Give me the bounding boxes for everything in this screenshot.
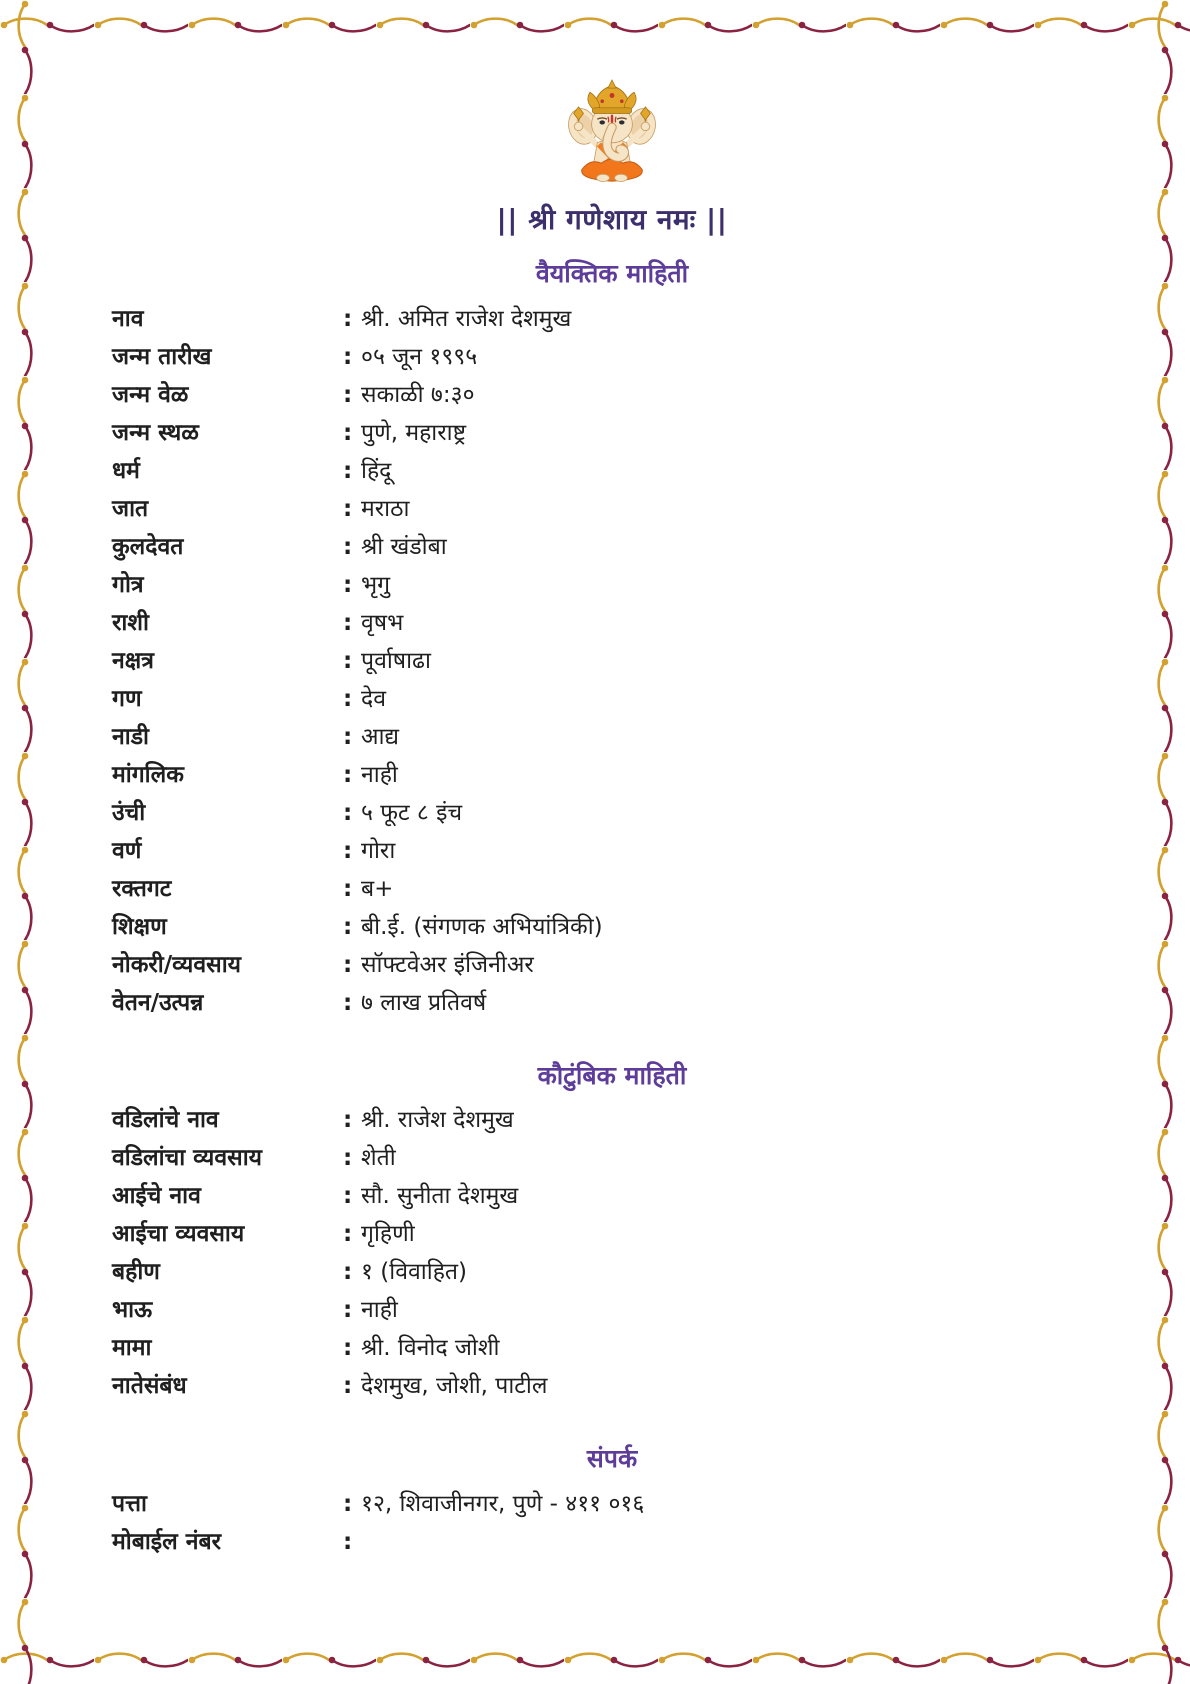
- field-label: वेतन/उत्पन्न: [112, 989, 204, 1016]
- field-value: १ (विवाहित): [361, 1259, 467, 1286]
- colon-separator: :: [343, 723, 353, 750]
- field-label: नोकरी/व्यवसाय: [112, 951, 241, 978]
- colon-separator: :: [343, 1107, 353, 1134]
- field-label: गण: [112, 685, 142, 712]
- info-row: [112, 794, 1112, 832]
- field-value: सौ. सुनीता देशमुख: [361, 1183, 519, 1210]
- field-value: सकाळी ७:३०: [361, 381, 475, 408]
- sections: [112, 258, 1112, 1561]
- field-label: बहीण: [112, 1259, 160, 1286]
- info-row: [112, 1215, 1112, 1253]
- field-label: नाव: [112, 305, 144, 332]
- info-row: [112, 680, 1112, 718]
- border-bottom-garland: [0, 1649, 1190, 1671]
- colon-separator: :: [343, 609, 353, 636]
- field-value: पूर्वाषाढा: [361, 647, 431, 674]
- field-label: वडिलांचा व्यवसाय: [112, 1145, 263, 1172]
- info-row: [112, 756, 1112, 794]
- info-row: [112, 414, 1112, 452]
- info-row: [112, 1291, 1112, 1329]
- colon-separator: :: [343, 533, 353, 560]
- section-title: कौटुंबिक माहिती: [537, 1060, 687, 1090]
- colon-separator: :: [343, 495, 353, 522]
- info-row: [112, 376, 1112, 414]
- info-row: [112, 338, 1112, 376]
- field-value: भृगु: [361, 571, 391, 598]
- colon-separator: :: [343, 571, 353, 598]
- field-value: देशमुख, जोशी, पाटील: [361, 1373, 548, 1400]
- field-label: वडिलांचे नाव: [112, 1107, 219, 1134]
- section-title: संपर्क: [586, 1444, 638, 1474]
- field-value: हिंदू: [361, 457, 392, 484]
- colon-separator: :: [343, 1528, 353, 1555]
- field-label: गोत्र: [112, 571, 144, 598]
- colon-separator: :: [343, 647, 353, 674]
- field-label: भाऊ: [112, 1297, 153, 1324]
- info-row: [112, 832, 1112, 870]
- info-row: [112, 718, 1112, 756]
- field-label: वर्ण: [112, 837, 142, 864]
- field-label: पत्ता: [112, 1490, 147, 1517]
- field-label: मांगलिक: [112, 761, 184, 788]
- field-label: नक्षत्र: [112, 647, 154, 674]
- field-value: ०५ जून १९९५: [361, 343, 478, 370]
- field-label: राशी: [112, 609, 149, 636]
- field-label: रक्तगट: [112, 875, 172, 902]
- info-row: [112, 300, 1112, 338]
- info-row: [112, 566, 1112, 604]
- info-row: [112, 1367, 1112, 1405]
- colon-separator: :: [343, 305, 353, 332]
- colon-separator: :: [343, 989, 353, 1016]
- colon-separator: :: [343, 1259, 353, 1286]
- field-label: जन्म वेळ: [112, 381, 189, 408]
- info-list: [112, 1485, 1112, 1561]
- info-row: [112, 1485, 1112, 1523]
- field-value: बी.ई. (संगणक अभियांत्रिकी): [361, 913, 603, 940]
- field-label: नाडी: [112, 723, 149, 750]
- field-label: कुलदेवत: [112, 533, 184, 560]
- info-row: [112, 642, 1112, 680]
- colon-separator: :: [343, 1145, 353, 1172]
- field-label: शिक्षण: [112, 913, 167, 940]
- info-row: [112, 870, 1112, 908]
- field-label: जन्म तारीख: [112, 343, 212, 370]
- field-value: श्री खंडोबा: [361, 533, 447, 560]
- border-left-garland: [14, 0, 36, 1684]
- field-value: नाही: [361, 1297, 398, 1324]
- field-value: गोरा: [361, 837, 396, 864]
- field-value: श्री. अमित राजेश देशमुख: [361, 305, 572, 332]
- field-value: नाही: [361, 761, 398, 788]
- colon-separator: :: [343, 1373, 353, 1400]
- colon-separator: :: [343, 685, 353, 712]
- field-value: ५ फूट ८ इंच: [361, 799, 463, 826]
- colon-separator: :: [343, 799, 353, 826]
- info-row: [112, 452, 1112, 490]
- border-right-garland: [1154, 0, 1176, 1684]
- field-label: मोबाईल नंबर: [112, 1528, 222, 1555]
- field-value: गृहिणी: [361, 1221, 415, 1248]
- info-row: [112, 984, 1112, 1022]
- colon-separator: :: [343, 761, 353, 788]
- field-value: पुणे, महाराष्ट्र: [361, 419, 467, 446]
- field-value: श्री. विनोद जोशी: [361, 1335, 500, 1362]
- field-label: आईचे नाव: [112, 1183, 201, 1210]
- colon-separator: :: [343, 457, 353, 484]
- colon-separator: :: [343, 343, 353, 370]
- info-row: [112, 908, 1112, 946]
- info-row: [112, 604, 1112, 642]
- colon-separator: :: [343, 837, 353, 864]
- field-value: वृषभ: [361, 609, 404, 636]
- field-label: धर्म: [112, 457, 140, 484]
- field-label: जन्म स्थळ: [112, 419, 199, 446]
- colon-separator: :: [343, 1183, 353, 1210]
- colon-separator: :: [343, 381, 353, 408]
- invocation-title: || श्री गणेशाय नमः ||: [496, 203, 728, 236]
- colon-separator: :: [343, 1490, 353, 1517]
- info-row: [112, 1101, 1112, 1139]
- info-row: [112, 1177, 1112, 1215]
- ganesha-icon: [559, 76, 665, 190]
- biodata-document: [112, 0, 1112, 1561]
- info-row: [112, 1329, 1112, 1367]
- section-title: वैयक्तिक माहिती: [535, 259, 689, 289]
- colon-separator: :: [343, 875, 353, 902]
- info-list: [112, 1101, 1112, 1405]
- colon-separator: :: [343, 1221, 353, 1248]
- field-label: उंची: [112, 799, 146, 826]
- field-value: सॉफ्टवेअर इंजिनीअर: [361, 951, 534, 978]
- info-row: [112, 946, 1112, 984]
- info-row: [112, 1139, 1112, 1177]
- field-value: आद्य: [361, 723, 399, 750]
- info-row: [112, 528, 1112, 566]
- field-value: मराठा: [361, 495, 410, 522]
- field-label: आईचा व्यवसाय: [112, 1221, 245, 1248]
- colon-separator: :: [343, 1297, 353, 1324]
- info-row: [112, 1253, 1112, 1291]
- field-value: श्री. राजेश देशमुख: [361, 1107, 514, 1134]
- info-list: [112, 300, 1112, 1022]
- field-label: मामा: [112, 1335, 152, 1362]
- colon-separator: :: [343, 913, 353, 940]
- colon-separator: :: [343, 951, 353, 978]
- field-value: ७ लाख प्रतिवर्ष: [361, 989, 487, 1016]
- colon-separator: :: [343, 1335, 353, 1362]
- field-value: ब+: [361, 875, 394, 902]
- field-label: जात: [112, 495, 149, 522]
- field-label: नातेसंबंध: [112, 1373, 187, 1400]
- colon-separator: :: [343, 419, 353, 446]
- field-value: शेती: [361, 1145, 396, 1172]
- info-row: [112, 1523, 1112, 1561]
- field-value: १२, शिवाजीनगर, पुणे - ४११ ०१६: [361, 1490, 645, 1517]
- info-row: [112, 490, 1112, 528]
- field-value: देव: [361, 685, 387, 712]
